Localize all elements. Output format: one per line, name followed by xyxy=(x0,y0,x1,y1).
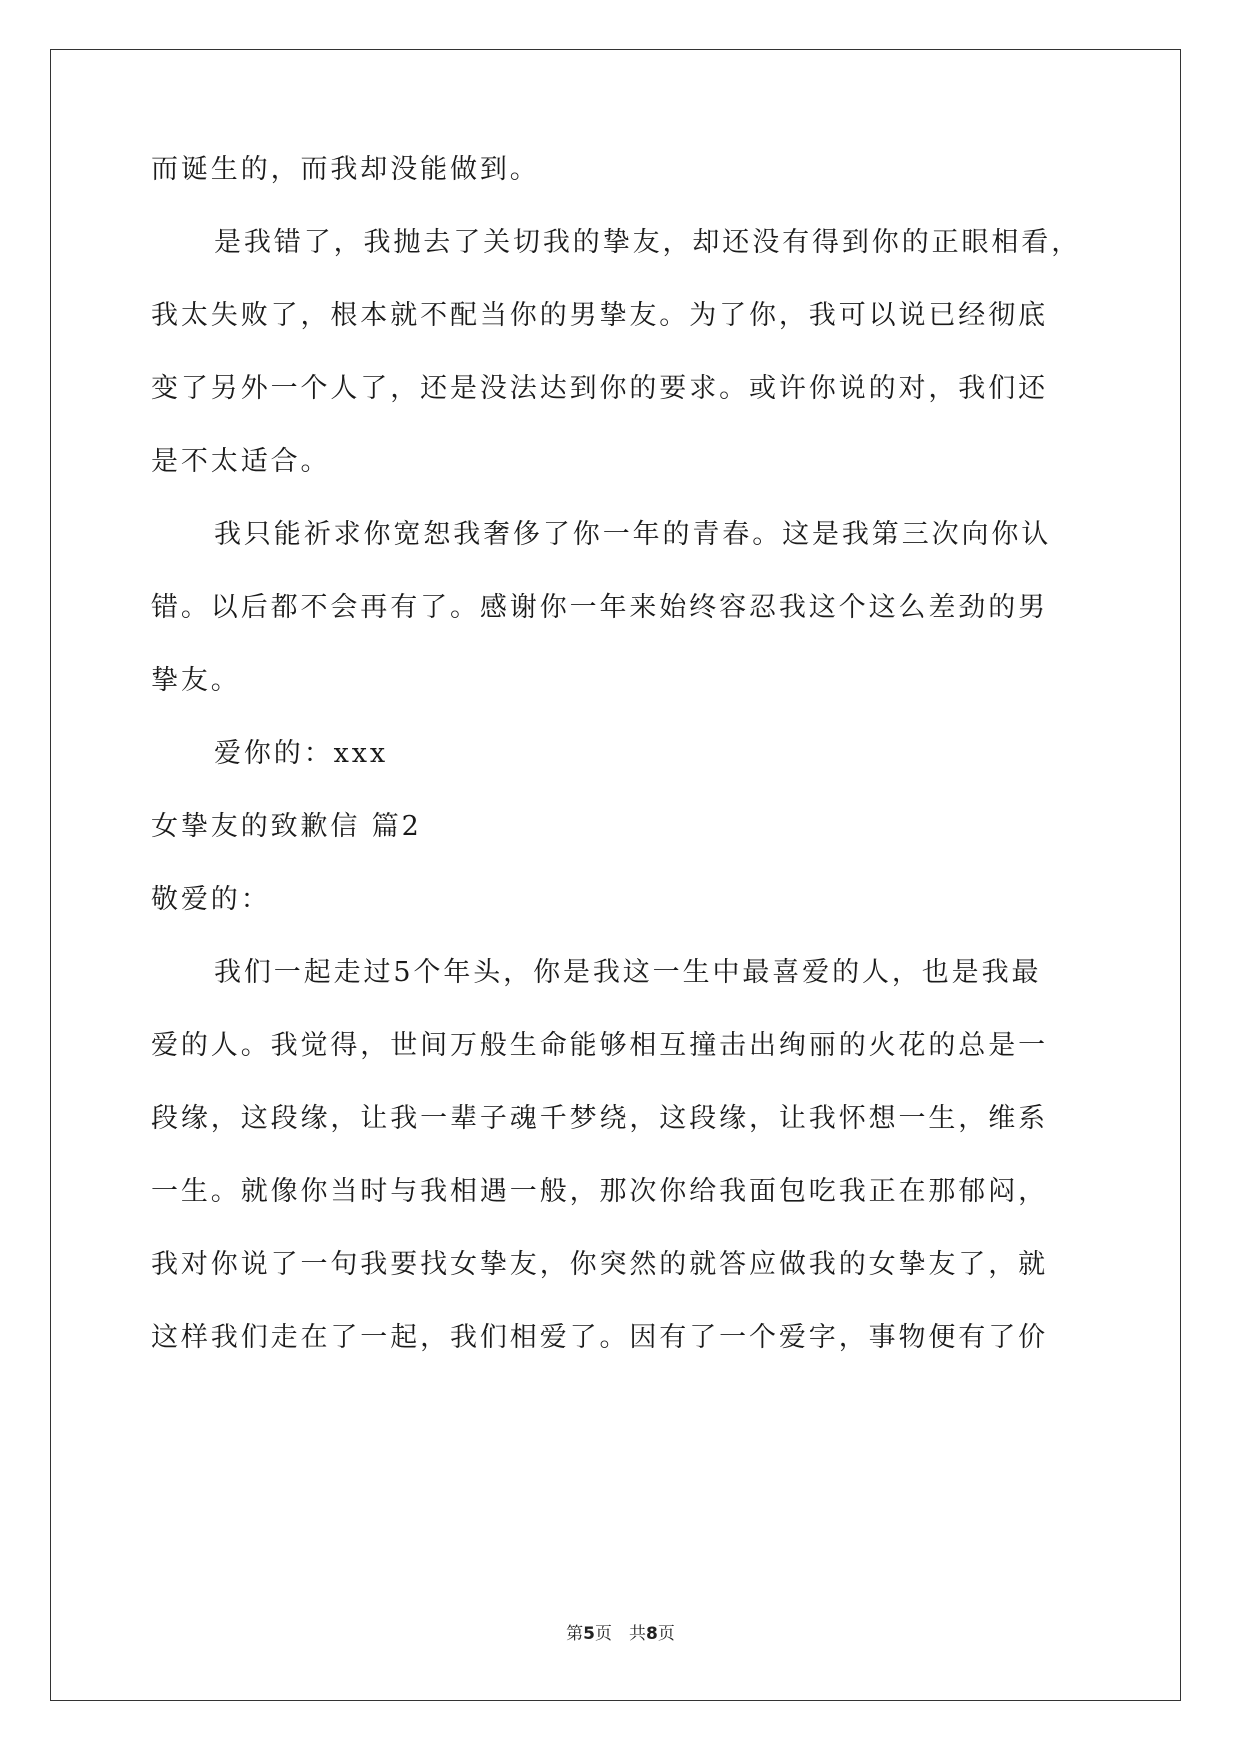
paragraph-line: 我只能祈求你宽恕我奢侈了你一年的青春。这是我第三次向你认 xyxy=(214,519,1052,550)
paragraph-line: 段缘，这段缘，让我一辈子魂千梦绕，这段缘，让我怀想一生，维系 xyxy=(151,1103,1048,1134)
paragraph-line: 我对你说了一句我要找女挚友，你突然的就答应做我的女挚友了，就 xyxy=(151,1249,1048,1280)
paragraph-line: 是我错了，我抛去了关切我的挚友，却还没有得到你的正眼相看， xyxy=(214,227,1082,258)
section-heading: 女挚友的致歉信 篇2 xyxy=(151,811,422,842)
paragraph-line: 爱的人。我觉得，世间万般生命能够相互撞击出绚丽的火花的总是一 xyxy=(151,1030,1048,1061)
page-label-suffix: 页 xyxy=(657,1624,675,1644)
page-footer xyxy=(0,1619,1241,1644)
paragraph-line: 而诞生的，而我却没能做到。 xyxy=(151,154,540,185)
salutation: 敬爱的： xyxy=(151,884,271,915)
paragraph-line: 挚友。 xyxy=(151,665,241,696)
signature-line: 爱你的：xxx xyxy=(214,738,388,769)
paragraph-line: 变了另外一个人了，还是没法达到你的要求。或许你说的对，我们还 xyxy=(151,373,1048,404)
total-page-count: 8 xyxy=(646,1624,658,1644)
paragraph-line: 是不太适合。 xyxy=(151,446,331,477)
page-label-prefix: 第 xyxy=(566,1624,584,1644)
current-page-number: 5 xyxy=(583,1624,595,1644)
paragraph-line: 我太失败了，根本就不配当你的男挚友。为了你，我可以说已经彻底 xyxy=(151,300,1048,331)
page-label-mid: 页 共 xyxy=(595,1624,646,1644)
paragraph-line: 这样我们走在了一起，我们相爱了。因有了一个爱字，事物便有了价 xyxy=(151,1322,1048,1353)
paragraph-line: 我们一起走过5个年头，你是我这一生中最喜爱的人，也是我最 xyxy=(214,957,1042,988)
paragraph-line: 错。以后都不会再有了。感谢你一年来始终容忍我这个这么差劲的男 xyxy=(151,592,1048,623)
paragraph-line: 一生。就像你当时与我相遇一般，那次你给我面包吃我正在那郁闷， xyxy=(151,1176,1048,1207)
